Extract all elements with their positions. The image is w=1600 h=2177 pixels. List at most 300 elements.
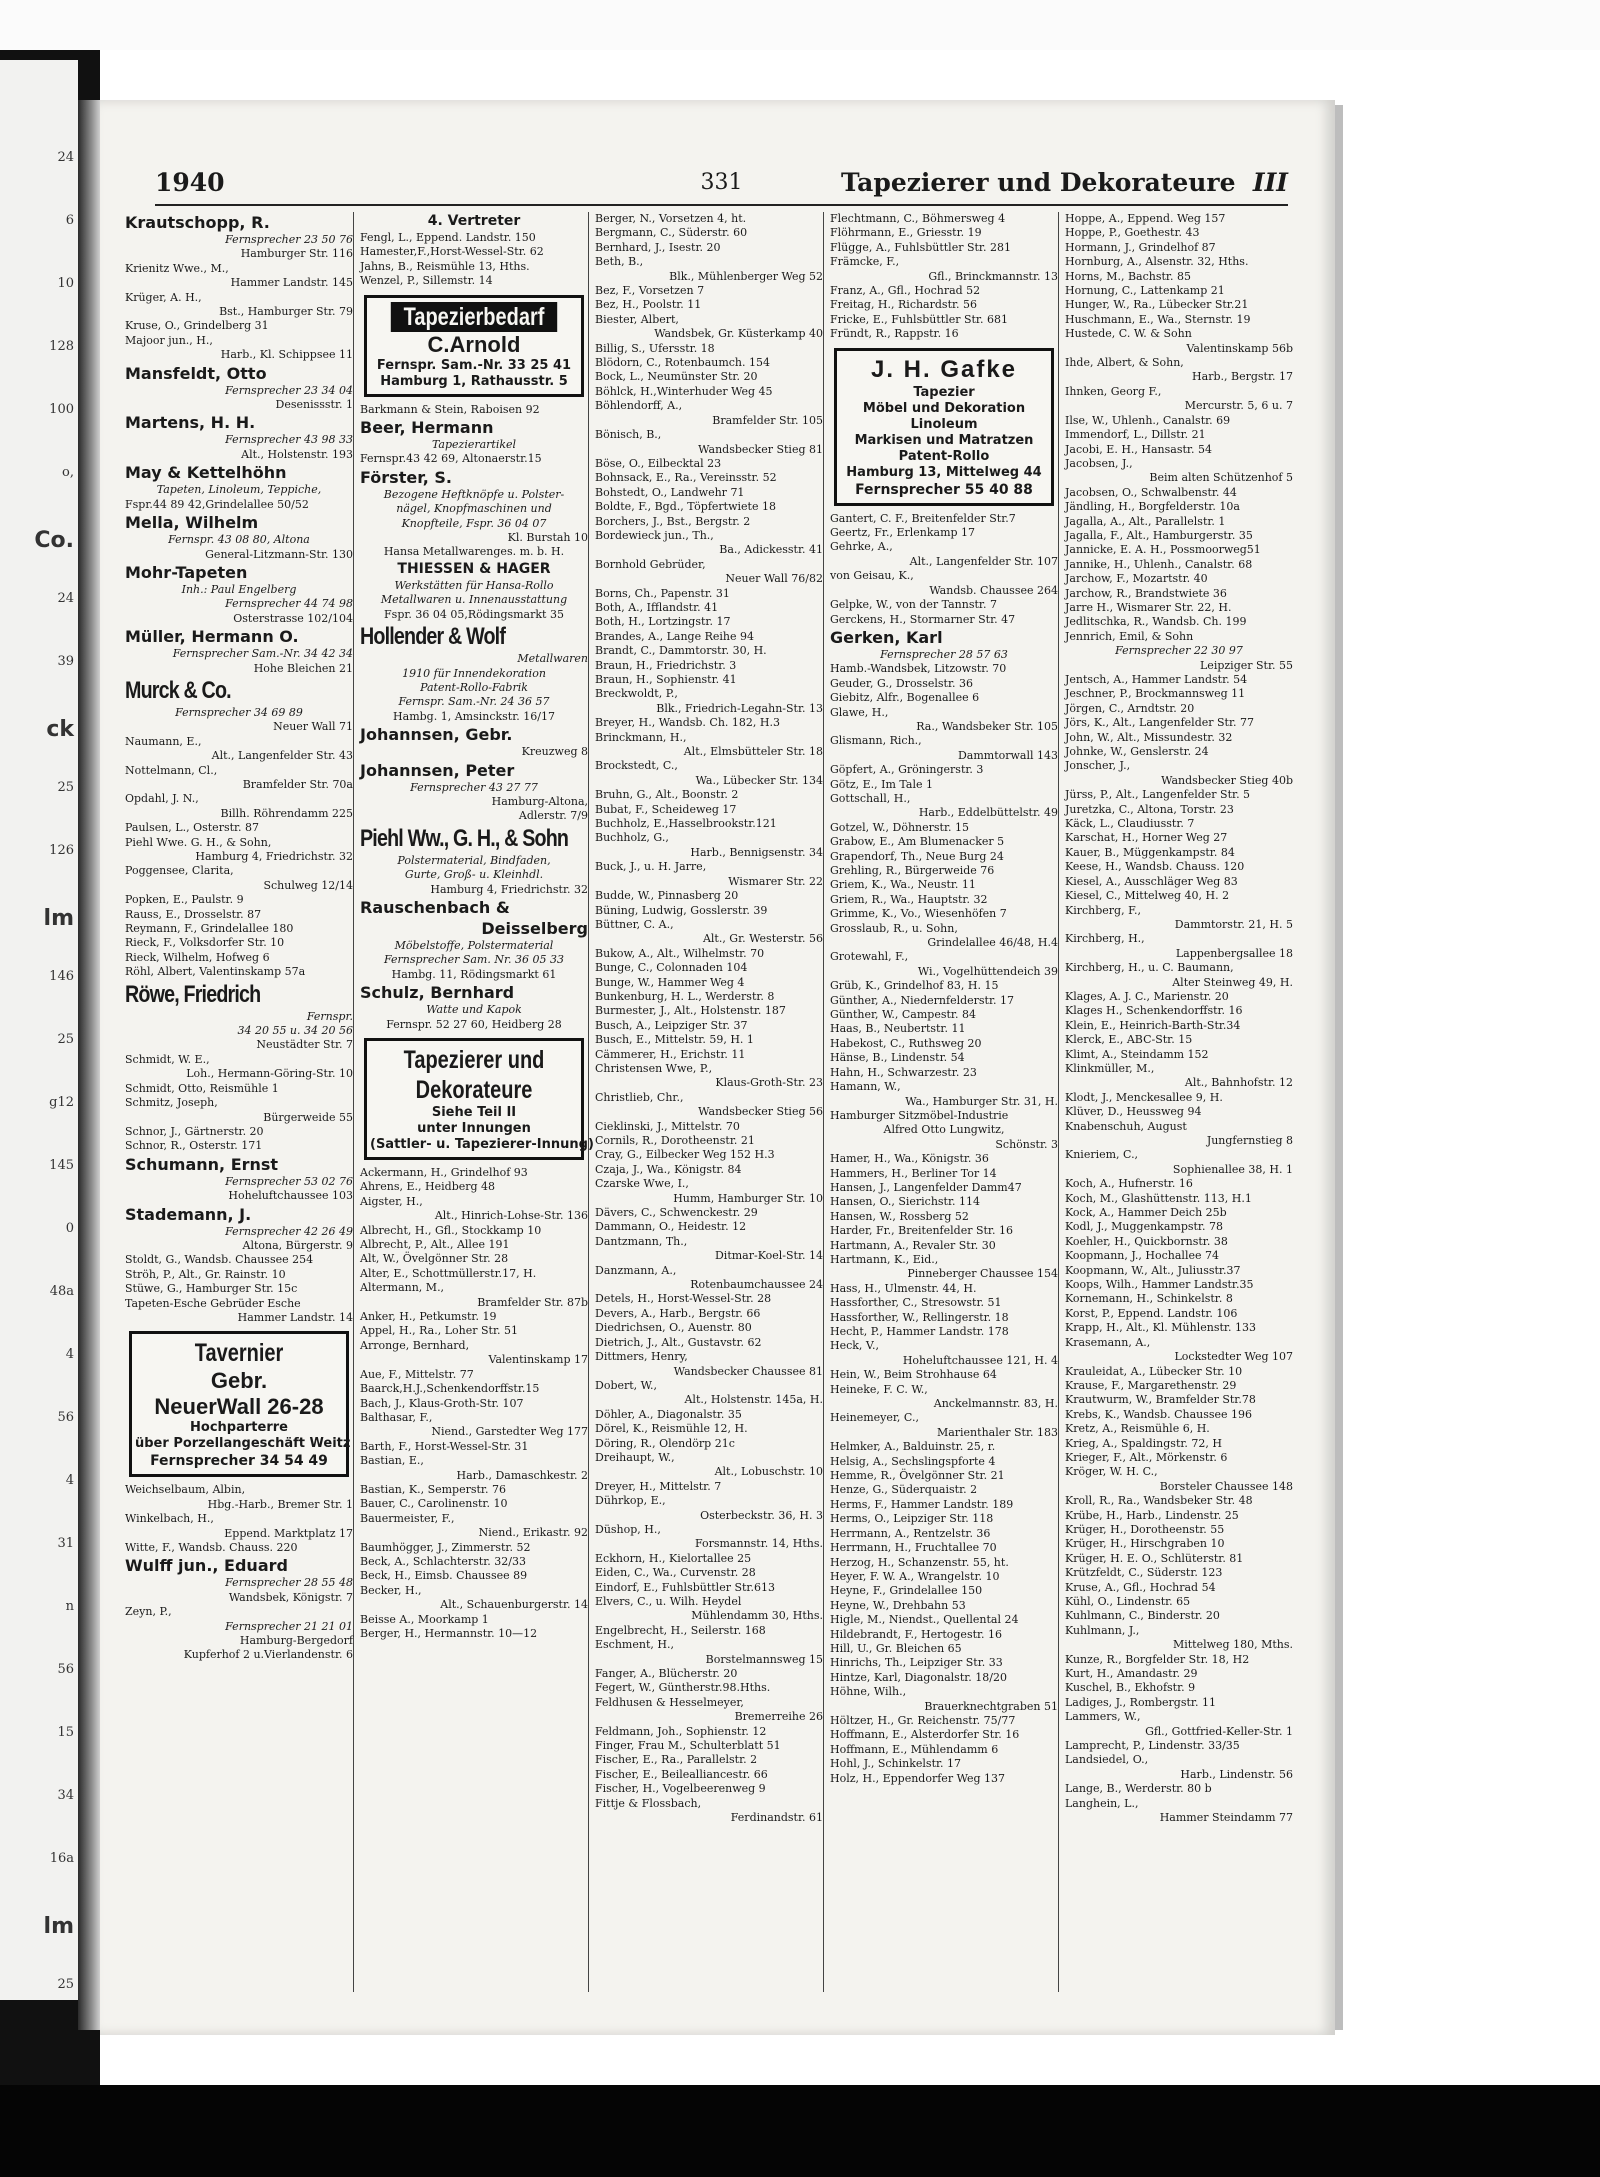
entry-line: Hamester,F.,Horst-Wessel-Str. 62 — [360, 245, 544, 259]
entry-line: Johnke, W., Genslerstr. 24 — [1065, 745, 1209, 759]
entry-line: Jändling, H., Borgfelderstr. 10a — [1065, 500, 1240, 514]
previous-page-fragment: ck — [46, 717, 74, 742]
entry-line: Döhler, A., Diagonalstr. 35 — [595, 1407, 742, 1421]
entry-line: Jacobsen, J., — [1065, 456, 1133, 470]
entry-line: Heinemeyer, C., — [830, 1411, 919, 1425]
entry-line: Ströh, P., Alt., Gr. Rainstr. 10 — [125, 1267, 286, 1281]
entry-line: Freitag, H., Richardstr. 56 — [830, 298, 978, 312]
entry-line: Hansen, J., Langenfelder Damm47 — [830, 1180, 1022, 1194]
previous-page-fragment: 34 — [57, 1788, 74, 1803]
entry-line: Gelpke, W., von der Tannstr. 7 — [830, 598, 997, 612]
entry-line: Majoor jun., H., — [125, 333, 213, 347]
entry-line: Hamer, H., Wa., Königstr. 36 — [830, 1152, 989, 1166]
entry-line: Dobert, W., — [595, 1378, 658, 1392]
entry-line: Krebs, K., Wandsb. Chaussee 196 — [1065, 1407, 1253, 1421]
entry-line: Grindelallee 46/48, H.4 — [927, 936, 1058, 950]
entry-name: Schumann, Ernst — [125, 1154, 279, 1174]
entry-line: Cieklinski, J., Mittelstr. 70 — [595, 1119, 740, 1133]
entry-line: Alt., Bahnhofstr. 12 — [1184, 1076, 1293, 1090]
entry-line: Tapeten, Linoleum, Teppiche, — [156, 483, 322, 497]
entry-line: Dittmers, Henry, — [595, 1350, 688, 1364]
entry-line: Alt., Langenfelder Str. 107 — [909, 554, 1058, 568]
entry-line: Fricke, E., Fuhlsbüttler Str. 681 — [830, 312, 1008, 326]
entry-line: Herzog, H., Schanzenstr. 55, ht. — [830, 1555, 1009, 1569]
entry-line: Jentsch, A., Hammer Landstr. 54 — [1065, 673, 1248, 686]
entry-line: Harder, Fr., Breitenfelder Str. 16 — [830, 1224, 1013, 1238]
entry-line: Diedrichsen, O., Auenstr. 80 — [595, 1321, 752, 1335]
entry-line: Beck, A., Schlachterstr. 32/33 — [360, 1554, 526, 1568]
entry-line: Alter Steinweg 49, H. — [1172, 975, 1293, 989]
entry-line: Koopmann, W., Alt., Juliusstr.37 — [1065, 1263, 1241, 1277]
entry-line: Hildebrandt, F., Hertogestr. 16 — [830, 1627, 1003, 1641]
entry-line: Brinckmann, H., — [595, 730, 687, 744]
entry-line: Brandt, C., Dammtorstr. 30, H. — [595, 644, 767, 658]
ad-tavernier — [129, 1331, 349, 1477]
entry-line: Fernsprecher 34 69 89 — [175, 705, 303, 719]
entry-line: Bohstedt, O., Landwehr 71 — [595, 485, 745, 499]
entry-line: Hambg. 11, Rödingsmarkt 61 — [391, 967, 557, 981]
header-page-number: 331 — [700, 170, 743, 195]
entry-line: Hammer Landstr. 14 — [237, 1310, 353, 1324]
entry-line: Schnor, J., Gärtnerstr. 20 — [125, 1124, 264, 1138]
entry-line: Ihde, Albert, & Sohn, — [1065, 356, 1184, 370]
entry-line: Detels, H., Horst-Wessel-Str. 28 — [595, 1292, 772, 1306]
entry-line: Holz, H., Eppendorfer Weg 137 — [830, 1771, 1006, 1785]
entry-line: Schnor, R., Osterstr. 171 — [125, 1139, 263, 1153]
entry-line: Czaja, J., Wa., Königstr. 84 — [595, 1162, 742, 1176]
entry-name: Förster, S. — [360, 467, 452, 487]
entry-line: Keese, H., Wandsb. Chauss. 120 — [1065, 860, 1245, 874]
entry-line: Göpfert, A., Gröningerstr. 3 — [830, 763, 984, 777]
entry-line: Fründt, R., Rappstr. 16 — [830, 327, 959, 341]
entry-name: Deisselberg — [481, 918, 588, 938]
entry-line: Boldte, F., Bgd., Töpfertwiete 18 — [595, 500, 776, 514]
entry-line: Heck, V., — [830, 1339, 879, 1353]
entry-line: Jarchow, F., Mozartstr. 40 — [1065, 572, 1208, 586]
previous-page-fragment: Co. — [34, 528, 74, 553]
entry-line: Hbg.-Harb., Bremer Str. 1 — [207, 1497, 353, 1511]
entry-line: Buck, J., u. H. Jarre, — [595, 860, 707, 874]
entry-line: Bönisch, B., — [595, 428, 662, 442]
previous-page-fragment: 16a — [49, 1851, 74, 1866]
entry-line: Eindorf, E., Fuhlsbüttler Str.613 — [595, 1580, 775, 1594]
entry-line: Jarre H., Wismarer Str. 22, H. — [1065, 600, 1232, 614]
entry-line: Henze, G., Süderquaistr. 2 — [830, 1483, 978, 1497]
entry-line: Nottelmann, Cl., — [125, 763, 218, 777]
entry-line: Altona, Bürgerstr. 9 — [242, 1238, 353, 1252]
previous-page-fragment: 4 — [65, 1347, 74, 1362]
entry-line: Busch, A., Leipziger Str. 37 — [595, 1018, 748, 1032]
entry-line: Wismarer Str. 22 — [728, 874, 823, 888]
entry-line: Inh.: Paul Engelberg — [181, 582, 297, 596]
entry-line: Döring, R., Olendörp 21c — [595, 1436, 735, 1450]
header-title-text: Tapezierer und Dekorateure — [840, 168, 1236, 197]
entry-line: Czarske Wwe, I., — [595, 1177, 689, 1191]
entry-line: Glismann, Rich., — [830, 734, 922, 748]
previous-page-fragment: 25 — [57, 1032, 74, 1047]
entry-line: Balthasar, F., — [360, 1410, 433, 1424]
entry-line: Böse, O., Eilbecktal 23 — [595, 456, 722, 470]
entry-name: Piehl Ww., G. H., & Sohn — [360, 824, 569, 852]
entry-line: Barth, F., Horst-Wessel-Str. 31 — [360, 1439, 529, 1453]
entry-line: Knopfteile, Fspr. 36 04 07 — [401, 516, 547, 530]
entry-line: Hassforther, C., Stresowstr. 51 — [830, 1296, 1002, 1310]
entry-line: Gfl., Gottfried-Keller-Str. 1 — [1145, 1724, 1293, 1738]
entry-line: Herms, O., Leipziger Str. 118 — [830, 1512, 994, 1526]
entry-name: Mansfeldt, Otto — [125, 363, 267, 383]
entry-line: Fernspr. 43 08 80, Altona — [168, 533, 310, 547]
entry-line: Hänse, B., Lindenstr. 54 — [830, 1051, 965, 1065]
entry-line: Kirchberg, H., u. C. Baumann, — [1065, 961, 1234, 975]
ad-tapezierer-line: Dekorateure — [415, 1076, 533, 1104]
entry-name: Rauschenbach & — [360, 897, 510, 917]
entry-line: Gehrke, A., — [830, 540, 893, 554]
entry-name: Johannsen, Gebr. — [360, 725, 513, 745]
ad-gafke-line: Patent-Rollo — [898, 448, 990, 464]
entry-line: Feldmann, Joh., Sophienstr. 12 — [595, 1724, 767, 1738]
entry-line: Fernsprecher 28 57 63 — [880, 647, 1008, 661]
entry-line: Bauer, C., Carolinenstr. 10 — [360, 1497, 508, 1511]
entry-line: Krützfeldt, C., Süderstr. 123 — [1065, 1566, 1223, 1580]
previous-page-fragment: 24 — [57, 591, 74, 606]
ad-tavernier-line: Hochparterre — [190, 1420, 288, 1436]
previous-page-fragment: 145 — [49, 1158, 74, 1173]
entry-name: Müller, Hermann O. — [125, 627, 299, 647]
entry-line: Wandsbecker Stieg 56 — [698, 1105, 823, 1119]
entry-line: Götz, E., Im Tale 1 — [830, 777, 933, 791]
entry-line: Hamburg-Bergedorf — [239, 1634, 353, 1648]
previous-page-fragment: lm — [43, 906, 74, 931]
entry-line: Jagalla, F., Alt., Hamburgerstr. 35 — [1065, 528, 1253, 542]
entry-name: Schulz, Bernhard — [360, 983, 515, 1003]
header-year: 1940 — [155, 168, 225, 197]
entry-line: Krieger, F., Alt., Mörkenstr. 6 — [1065, 1450, 1228, 1464]
entry-line: Dietrich, J., Alt., Gustavstr. 62 — [595, 1335, 762, 1349]
entry-line: 34 20 55 u. 34 20 56 — [237, 1024, 353, 1038]
entry-line: Krüger, H., Hirschgraben 10 — [1065, 1537, 1225, 1551]
entry-line: Krüger, A. H., — [125, 290, 202, 304]
previous-page-fragment: 10 — [57, 276, 74, 291]
entry-line: Jonscher, J., — [1065, 759, 1131, 773]
entry-line: Alt., Lobuschstr. 10 — [714, 1465, 823, 1479]
entry-line: Barkmann & Stein, Raboisen 92 — [360, 402, 540, 416]
entry-line: Hammer Landstr. 145 — [230, 276, 353, 290]
entry-line: Kuhlmann, J., — [1065, 1623, 1140, 1637]
entry-line: Bordewieck jun., Th., — [595, 528, 714, 542]
entry-line: Reymann, F., Grindelallee 180 — [125, 922, 294, 936]
entry-line: Popken, E., Paulstr. 9 — [125, 893, 244, 907]
previous-page-fragment: n — [65, 1599, 74, 1614]
entry-line: Piehl Wwe. G. H., & Sohn, — [125, 835, 272, 849]
entry-name: Krautschopp, R. — [125, 213, 270, 232]
entry-line: Bst., Hamburger Str. 79 — [219, 305, 353, 319]
entry-line: Blk., Friedrich-Legahn-Str. 13 — [656, 701, 823, 715]
entry-line: Wenzel, P., Sillemstr. 14 — [360, 274, 493, 288]
entry-line: Osterstrasse 102/104 — [233, 611, 353, 625]
entry-line: Cämmerer, H., Erichstr. 11 — [595, 1047, 746, 1061]
previous-page-fragment: 24 — [57, 150, 74, 165]
entry-line: Gotzel, W., Döhnerstr. 15 — [830, 820, 970, 834]
entry-line: Fernsprecher 23 34 04 — [225, 383, 353, 397]
scan-bottom-margin — [0, 2085, 1600, 2177]
entry-line: Bastian, K., Semperstr. 76 — [360, 1482, 506, 1496]
entry-line: Borsteler Chaussee 148 — [1159, 1479, 1293, 1493]
entry-line: Breckwoldt, P., — [595, 687, 678, 701]
entry-line: Breyer, H., Wandsb. Ch. 182, H.3 — [595, 716, 780, 730]
entry-name: Murck & Co. — [125, 676, 231, 704]
entry-line: Feldhusen & Hesselmeyer, — [595, 1695, 744, 1709]
entry-line: Fernsprecher 44 74 98 — [225, 597, 353, 611]
entry-line: Flöhrmann, E., Griesstr. 19 — [830, 226, 982, 240]
column-4 — [830, 212, 1059, 1992]
previous-page-fragment: 31 — [57, 1536, 74, 1551]
entry-line: Alt., Schauenburgerstr. 14 — [440, 1598, 588, 1612]
entry-line: Kurt, H., Amandastr. 29 — [1065, 1667, 1198, 1681]
entry-line: Bunge, W., Hammer Weg 4 — [595, 975, 745, 989]
entry-line: Adlerstr. 7/9 — [518, 809, 588, 823]
entry-line: Bunge, C., Colonnaden 104 — [595, 961, 748, 975]
entry-line: Hill, U., Gr. Bleichen 65 — [830, 1641, 962, 1655]
entry-line: Humm, Hamburger Str. 10 — [673, 1191, 823, 1205]
entry-line: Rotenbaumchaussee 24 — [690, 1278, 823, 1292]
entry-line: Hecht, P., Hammer Landstr. 178 — [830, 1325, 1009, 1338]
entry-line: Wa., Hamburger Str. 31, H. — [905, 1094, 1058, 1108]
entry-line: Paulsen, L., Osterstr. 87 — [125, 821, 260, 835]
entry-line: Fspr.44 89 42,Grindelallee 50/52 — [125, 497, 309, 511]
entry-line: Burmester, J., Alt., Holstenstr. 187 — [595, 1004, 786, 1018]
entry-line: Jarchow, R., Brandstwiete 36 — [1065, 586, 1227, 600]
entry-line: Niend., Erikastr. 92 — [478, 1526, 588, 1540]
entry-line: Höltzer, H., Gr. Reichenstr. 75/77 — [830, 1713, 1016, 1727]
ad-gafke-line: Möbel und Dekoration — [862, 400, 1026, 416]
entry-line: Böhlck, H.,Winterhuder Weg 45 — [595, 384, 773, 398]
ad-tavernier-line: über Porzellangeschäft Weitz — [135, 1436, 351, 1452]
entry-line: Opdahl, J. N., — [125, 792, 199, 806]
ad-tapezierer-line: Siehe Teil II — [431, 1105, 517, 1120]
entry-line: Dammtorstr. 21, H. 5 — [1174, 917, 1293, 931]
entry-line: Kiesel, A., Ausschläger Weg 83 — [1065, 874, 1238, 888]
ad-gafke-line: Tapezier — [913, 384, 975, 400]
entry-name: 4. Vertreter — [427, 213, 521, 229]
entry-name: Wulff jun., Eduard — [125, 1556, 288, 1576]
entry-line: Dammann, O., Heidestr. 12 — [595, 1220, 747, 1234]
entry-line: Eckhorn, H., Kielortallee 25 — [595, 1551, 752, 1565]
entry-line: Brandes, A., Lange Reihe 94 — [595, 629, 755, 643]
entry-line: Krasemann, A., — [1065, 1335, 1151, 1349]
entry-line: Aigster, H., — [360, 1194, 423, 1208]
entry-line: Fernspr. 52 27 60, Heidberg 28 — [386, 1017, 562, 1031]
entry-line: Jörs, K., Alt., Langenfelder Str. 77 — [1065, 716, 1254, 730]
entry-line: Rieck, F., Volksdorfer Str. 10 — [125, 936, 285, 950]
entry-line: Bramfelder Str. 105 — [712, 413, 823, 427]
entry-line: Cornils, R., Dorotheenstr. 21 — [595, 1134, 755, 1147]
entry-line: Glawe, H., — [830, 705, 889, 719]
entry-line: Jennrich, Emil, & Sohn — [1065, 629, 1194, 643]
entry-line: Baumhögger, J., Zimmerstr. 52 — [360, 1540, 531, 1554]
header-section-title — [841, 168, 1288, 197]
entry-line: Ihnken, Georg F., — [1065, 384, 1162, 398]
entry-name: Beer, Hermann — [360, 418, 494, 438]
entry-line: Fengl, L., Eppend. Landstr. 150 — [360, 231, 536, 244]
entry-line: Tapeten-Esche Gebrüder Esche — [125, 1296, 301, 1310]
entry-line: Krapp, H., Alt., Kl. Mühlenstr. 133 — [1065, 1321, 1256, 1335]
column-2 — [360, 212, 594, 1992]
entry-line: Griem, R., Wa., Hauptstr. 32 — [830, 892, 988, 906]
entry-line: Fernsprecher Sam. Nr. 36 05 33 — [383, 953, 565, 967]
entry-line: Klages, A. J. C., Marienstr. 20 — [1065, 989, 1229, 1003]
entry-line: Kreuzweg 8 — [521, 745, 588, 759]
previous-page-fragment: 56 — [57, 1662, 74, 1677]
entry-line: Fernspr.43 42 69, Altonaerstr.15 — [360, 452, 542, 466]
entry-line: Ba., Adickesstr. 41 — [719, 543, 823, 557]
entry-line: Hoffmann, E., Mühlendamm 6 — [830, 1742, 999, 1756]
entry-line: Neuer Wall 76/82 — [725, 572, 823, 586]
entry-line: Polstermaterial, Bindfaden, — [397, 853, 551, 867]
entry-line: Hohe Bleichen 21 — [253, 661, 353, 675]
entry-line: Fernsprecher 43 27 77 — [410, 780, 538, 794]
entry-line: Fegert, W., Güntherstr.98.Hths. — [595, 1681, 771, 1695]
entry-line: Kauer, B., Müggenkampstr. 84 — [1065, 845, 1235, 859]
entry-line: Immendorf, L., Dillstr. 21 — [1065, 428, 1206, 442]
entry-line: Günther, W., Campestr. 84 — [830, 1008, 976, 1022]
entry-line: Klodt, J., Menckesallee 9, H. — [1065, 1090, 1223, 1104]
ad-tapezierer-line: (Sattler- u. Tapezierer-Innung) — [370, 1137, 594, 1152]
entry-line: Lamprecht, P., Lindenstr. 33/35 — [1065, 1739, 1240, 1753]
entry-line: Hamb.-Wandsbek, Litzowstr. 70 — [830, 662, 1007, 676]
entry-line: Jedlitschka, R., Wandsb. Ch. 199 — [1065, 615, 1247, 629]
entry-line: Rauss, E., Drosselstr. 87 — [125, 907, 262, 921]
entry-line: Braun, H., Friedrichstr. 3 — [595, 658, 737, 672]
entry-line: Mühlendamm 30, Hths. — [691, 1609, 823, 1623]
previous-page-fragment: 126 — [49, 843, 74, 858]
ad-tapezierer — [364, 1038, 594, 1160]
previous-page-edge — [0, 60, 78, 2000]
entry-name: May & Kettelhöhn — [125, 463, 287, 483]
entry-line: Hassforther, W., Rellingerstr. 18 — [830, 1310, 1009, 1324]
entry-line: Ahrens, E., Heidberg 48 — [360, 1180, 496, 1194]
entry-line: Hahn, H., Schwarzestr. 23 — [830, 1065, 977, 1079]
entry-line: Flügge, A., Fuhlsbüttler Str. 281 — [830, 240, 1011, 254]
entry-line: Knabenschuh, August — [1065, 1119, 1187, 1133]
entry-line: Billig, S., Ufersstr. 18 — [595, 341, 715, 355]
entry-line: Hambg. 1, Amsinckstr. 16/17 — [393, 709, 555, 723]
entry-line: Klinkmüller, M., — [1065, 1061, 1155, 1075]
entry-line: Jagalla, A., Alt., Parallelstr. 1 — [1065, 514, 1226, 528]
ad-arnold — [364, 295, 584, 397]
entry-line: Bach, J., Klaus-Groth-Str. 107 — [360, 1396, 524, 1410]
entry-line: Baarck,H.J.,Schenkendorffstr.15 — [360, 1382, 540, 1396]
entry-line: Loh., Hermann-Göring-Str. 10 — [186, 1067, 353, 1081]
ad-gafke-line: Hamburg 13, Mittelweg 44 — [846, 464, 1042, 480]
entry-line: Gottschall, H., — [830, 791, 911, 805]
entry-line: Fernsprecher 23 50 76 — [225, 233, 353, 246]
entry-line: Büttner, C. A., — [595, 917, 674, 931]
entry-line: Karschat, H., Horner Weg 27 — [1065, 831, 1228, 845]
entry-line: Harb., Bennigsenstr. 34 — [690, 845, 823, 859]
column-5 — [1065, 212, 1293, 1992]
entry-line: Käck, L., Claudiusstr. 7 — [1065, 817, 1195, 831]
entry-line: Kirchberg, F., — [1065, 903, 1141, 917]
entry-line: Juretzka, C., Altona, Torstr. 23 — [1065, 802, 1234, 816]
previous-page-fragment: 100 — [49, 402, 74, 417]
ad-gafke — [834, 348, 1054, 506]
entry-line: Bramfelder Str. 70a — [242, 777, 353, 791]
entry-line: 1910 für Innendekoration — [402, 666, 546, 680]
entry-line: Kroll, R., Ra., Wandsbeker Str. 48 — [1065, 1494, 1253, 1508]
entry-line: Dantzmann, Th., — [595, 1234, 688, 1248]
entry-line: Wandsbecker Stieg 81 — [698, 442, 823, 456]
entry-line: Hamburger Sitzmöbel-Industrie — [830, 1108, 1009, 1122]
entry-line: Hohl, J., Schinkelstr. 17 — [830, 1757, 962, 1771]
entry-line: Kruse, O., Grindelberg 31 — [125, 319, 269, 333]
entry-line: Buchholz, G., — [595, 831, 669, 845]
entry-line: Jannike, H., Uhlenh., Canalstr. 68 — [1065, 557, 1253, 571]
entry-line: Fspr. 36 04 05,Rödingsmarkt 35 — [384, 607, 564, 621]
entry-line: Langhein, L., — [1065, 1796, 1139, 1810]
entry-line: Fernsprecher 21 21 01 — [225, 1619, 353, 1633]
entry-line: Fernspr. — [306, 1009, 353, 1023]
entry-line: von Geisau, K., — [830, 569, 914, 583]
entry-line: Schulweg 12/14 — [263, 878, 353, 892]
entry-line: Bernhard, J., Isestr. 20 — [595, 240, 721, 254]
previous-page-fragment: 56 — [57, 1410, 74, 1425]
entry-line: Koch, A., Hufnerstr. 16 — [1065, 1177, 1193, 1191]
entry-line: Griem, K., Wa., Neustr. 11 — [830, 878, 976, 892]
entry-line: Bez, H., Poolstr. 11 — [595, 298, 702, 312]
entry-line: Grüb, K., Grindelhof 83, H. 15 — [830, 979, 999, 993]
entry-line: Fanger, A., Blücherstr. 20 — [595, 1667, 738, 1681]
entry-line: Hamburg-Altona, — [491, 794, 588, 808]
entry-line: Ilse, W., Uhlenh., Canalstr. 69 — [1065, 413, 1231, 427]
entry-line: Arronge, Bernhard, — [360, 1338, 470, 1352]
entry-line: Jürss, P., Alt., Langenfelder Str. 5 — [1065, 788, 1251, 802]
entry-line: Helsig, A., Sechslingspforte 4 — [830, 1454, 996, 1468]
entry-line: Bunkenburg, H. L., Werderstr. 8 — [595, 989, 775, 1003]
entry-line: Habekost, C., Ruthsweg 20 — [830, 1036, 982, 1050]
entry-line: Herrmann, A., Rentzelstr. 36 — [830, 1526, 991, 1540]
previous-page-fragment: 6 — [65, 213, 74, 228]
previous-page-fragment: 48a — [49, 1284, 74, 1299]
entry-line: Busch, E., Mittelstr. 59, H. 1 — [595, 1033, 754, 1047]
entry-line: Bramfelder Str. 87b — [477, 1295, 588, 1309]
entry-line: Wa., Lübecker Str. 134 — [695, 773, 823, 787]
entry-line: Kühl, O., Lindenstr. 65 — [1065, 1595, 1191, 1608]
entry-line: Jahns, B., Reismühle 13, Hths. — [360, 259, 530, 273]
entry-line: Hansa Metallwarenges. m. b. H. — [383, 545, 565, 559]
ad-gafke-line: Linoleum — [910, 416, 978, 432]
entry-line: Ferdinandstr. 61 — [730, 1811, 823, 1825]
entry-line: Lockstedter Weg 107 — [1174, 1350, 1293, 1364]
entry-line: Bornhold Gebrüder, — [595, 557, 706, 571]
previous-page-fragment: 128 — [49, 339, 74, 354]
previous-page-fragment: lm — [43, 1914, 74, 1939]
entry-line: Röhl, Albert, Valentinskamp 57a — [125, 965, 306, 979]
entry-line: Alt., Langenfelder Str. 43 — [211, 749, 353, 763]
previous-page-fragment: 4 — [65, 1473, 74, 1488]
entry-line: Wandsb. Chaussee 264 — [929, 583, 1058, 597]
entry-line: Hammer Steindamm 77 — [1159, 1811, 1293, 1825]
entry-line: Fernsprecher 53 02 76 — [225, 1174, 353, 1188]
entry-line: Devers, A., Harb., Bergstr. 66 — [595, 1306, 761, 1320]
entry-name: Mohr-Tapeten — [125, 562, 248, 582]
entry-line: Wi., Vogelhüttendeich 39 — [917, 964, 1058, 978]
entry-line: Poggensee, Clarita, — [125, 864, 234, 878]
entry-line: Dammtorwall 143 — [957, 748, 1058, 762]
entry-line: Ditmar-Koel-Str. 14 — [714, 1249, 823, 1263]
entry-line: Krautwurm, W., Bramfelder Str.78 — [1065, 1393, 1256, 1407]
entry-line: Brockstedt, C., — [595, 759, 678, 773]
entry-line: Kuschel, B., Ekhofstr. 9 — [1065, 1681, 1196, 1695]
